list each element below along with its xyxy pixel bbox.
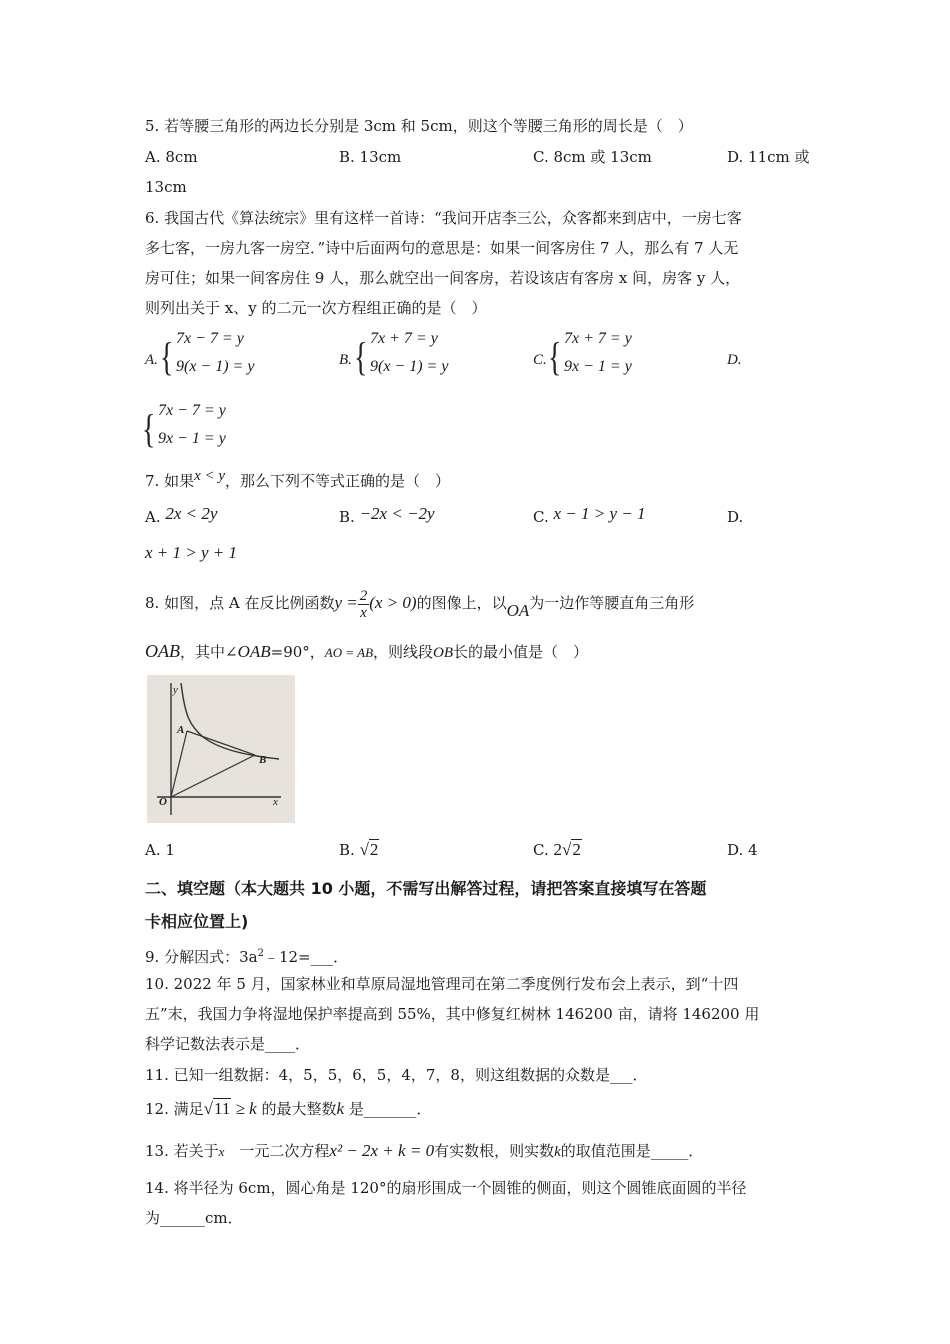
q8-option-a: A. 1 <box>145 841 175 859</box>
q6-line-3: 房可住；如果一间客房住 9 人，那么就空出一间客房，若设该店有客房 x 间，房客 y 人， <box>145 269 741 287</box>
q13-mid: 一元二次方程 <box>224 1142 330 1160</box>
q9-post: ﹣12=___． <box>263 948 349 966</box>
q8-post: 为一边作等腰直角三角形 <box>529 594 695 612</box>
q6-option-c-system <box>548 330 698 384</box>
q8-figure <box>147 675 295 823</box>
q9-sup: 2 <box>257 948 264 959</box>
q8-angle: OAB <box>237 642 271 661</box>
q12-rad: 11 <box>213 1099 231 1118</box>
q5-option-d-cont: 13cm <box>145 178 187 196</box>
q7-option-d-math: x + 1 > y + 1 <box>145 543 238 562</box>
q12 <box>145 1098 431 1120</box>
q8-eq: AO = AB <box>324 645 374 660</box>
q6-option-a-label: A. <box>145 352 158 368</box>
q7-stem-pre: 7. 如果 <box>145 472 195 490</box>
q5-option-d: D. 11cm 或 <box>727 148 810 166</box>
q12-post2: 是_______． <box>344 1100 432 1118</box>
q13 <box>145 1140 703 1163</box>
q8-c-rad: 2 <box>572 840 581 859</box>
q11: 11. 已知一组数据：4，5，5，6，5，4，7，8，则这组数据的众数是___． <box>145 1066 648 1084</box>
q8-line2-d: 长的最小值是（ ） <box>453 643 589 661</box>
q10-line-3: 科学记数法表示是____． <box>145 1035 311 1053</box>
q8-line2-c: ，则线段 <box>373 643 434 661</box>
q13-post: 有实数根，则实数 <box>434 1142 555 1160</box>
q5-stem: 5. 若等腰三角形的两边长分别是 3cm 和 5cm，则这个等腰三角形的周长是（ ） <box>145 117 693 135</box>
q8-fraction <box>358 588 370 621</box>
q8-line2-b: =90°， <box>270 643 325 661</box>
q6-a-eq2: 9(x − 1) = y <box>176 358 255 375</box>
brace-icon: { <box>548 334 562 379</box>
q12-sqrt: √11 <box>203 1099 231 1118</box>
q12-rel: ≥ k <box>231 1099 257 1118</box>
q5-option-b: B. 13cm <box>339 148 402 166</box>
q13-eq: x² − 2x + k = 0 <box>329 1141 435 1160</box>
q8-stem-line-2 <box>145 640 588 664</box>
q9-pre: 9. 分解因式：3a <box>145 948 258 966</box>
q8-c-coef: 2 <box>553 840 562 859</box>
q7-b-label: B. <box>339 508 355 526</box>
label-o: O <box>159 796 167 808</box>
brace-icon: { <box>160 334 174 379</box>
label-b: B <box>259 754 267 766</box>
q8-c-label: C. <box>533 841 549 859</box>
q6-option-b-system <box>354 330 504 384</box>
q12-k: k <box>336 1099 345 1118</box>
q7-c-math: x − 1 > y − 1 <box>553 504 646 523</box>
q6-option-a-system <box>160 330 310 384</box>
q6-line-4: 则列出关于 x、y 的二元一次方程组正确的是（ ） <box>145 299 487 317</box>
q13-post2: 的取值范围是_____． <box>560 1142 704 1160</box>
section-2-heading-line-2: 卡相应位置上) <box>145 912 249 931</box>
q10-line-2: 五”末，我国力争将湿地保护率提高到 55%，其中修复红树林 146200 亩，请将 146200 用 <box>145 1005 760 1023</box>
q8-pre: 8. 如图，点 A 在反比例函数 <box>145 594 335 612</box>
q6-b-eq2: 9(x − 1) = y <box>370 358 449 375</box>
q8-b-sqrt: √2 <box>359 840 379 859</box>
q8-option-d: D. 4 <box>727 841 758 859</box>
q8-func-y: y = <box>334 593 358 612</box>
q6-line-1: 6. 我国古代《算法统宗》里有这样一首诗：“我问开店李三公，众客都来到店中，一房七客 <box>145 209 742 227</box>
q6-option-b-label: B. <box>339 352 352 368</box>
q8-b-label: B. <box>339 841 355 859</box>
q7-a-label: A. <box>145 508 161 526</box>
q6-line-2: 多七客，一房九客一房空．”诗中后面两句的意思是：如果一间客房住 7 人，那么有 7 人无 <box>145 239 739 257</box>
q6-d-eq1: 7x − 7 = y <box>158 402 226 419</box>
q7-c-label: C. <box>533 508 549 526</box>
q8-b-rad: 2 <box>369 840 379 859</box>
q7-option-d-label: D. <box>727 508 744 526</box>
q6-c-eq2: 9x − 1 = y <box>564 358 632 375</box>
q6-option-d-system <box>142 402 292 456</box>
q8-line2-a: ，其中∠ <box>180 643 238 661</box>
q8-frac-den: x <box>360 604 367 621</box>
q5-option-c: C. 8cm 或 13cm <box>533 148 652 166</box>
q7-a-math: 2x < 2y <box>165 504 218 523</box>
q14-line-1: 14. 将半径为 6cm，圆心角是 120°的扇形围成一个圆锥的侧面，则这个圆锥底面圆的半径 <box>145 1179 747 1197</box>
q8-stem-line-1 <box>145 580 694 626</box>
q8-mid: 的图像上，以 <box>416 594 507 612</box>
q6-a-eq1: 7x − 7 = y <box>176 330 244 347</box>
q6-option-c-label: C. <box>533 352 547 368</box>
q13-pre: 13. 若关于 <box>145 1142 219 1160</box>
section-2-heading-line-1: 二、填空题（本大题共 10 小题，不需写出解答过程，请把答案直接填写在答题 <box>145 879 707 898</box>
q8-func-cond: (x > 0) <box>369 593 417 612</box>
q8-ob: OB <box>433 645 454 661</box>
label-x: x <box>273 796 278 808</box>
q12-post: 的最大整数 <box>256 1100 337 1118</box>
brace-icon: { <box>354 334 368 379</box>
q8-option-b <box>339 839 379 861</box>
q7-stem-math: x < y <box>194 468 226 484</box>
q8-graph <box>147 675 295 823</box>
q8-option-c <box>533 839 582 861</box>
q8-oa: OA <box>506 601 530 620</box>
q7-option-a <box>145 506 217 528</box>
q8-c-sqrt: 2√2 <box>553 840 581 859</box>
q8-oab: OAB <box>145 641 180 661</box>
q12-pre: 12. 满足 <box>145 1100 204 1118</box>
q7-b-math: −2x < −2y <box>359 504 435 523</box>
label-y: y <box>173 684 178 696</box>
q8-frac-num: 2 <box>359 587 368 604</box>
q10-line-1: 10. 2022 年 5 月，国家林业和草原局湿地管理司在第二季度例行发布会上表示，到“十四 <box>145 975 739 993</box>
q7-option-c <box>533 506 646 528</box>
brace-icon: { <box>142 406 156 451</box>
q7-stem <box>145 470 450 493</box>
q6-b-eq1: 7x + 7 = y <box>370 330 438 347</box>
q6-d-eq2: 9x − 1 = y <box>158 430 226 447</box>
q13-k: k <box>554 1144 561 1160</box>
q6-c-eq1: 7x + 7 = y <box>564 330 632 347</box>
q14-line-2: 为______cm． <box>145 1209 243 1227</box>
label-a: A <box>177 724 185 736</box>
q5-option-a: A. 8cm <box>145 148 198 166</box>
q13-x: x <box>218 1144 225 1159</box>
q7-stem-post: ，那么下列不等式正确的是（ ） <box>225 472 451 490</box>
q6-option-d-label: D. <box>727 352 742 368</box>
q7-option-b <box>339 506 435 528</box>
q9 <box>145 943 348 968</box>
